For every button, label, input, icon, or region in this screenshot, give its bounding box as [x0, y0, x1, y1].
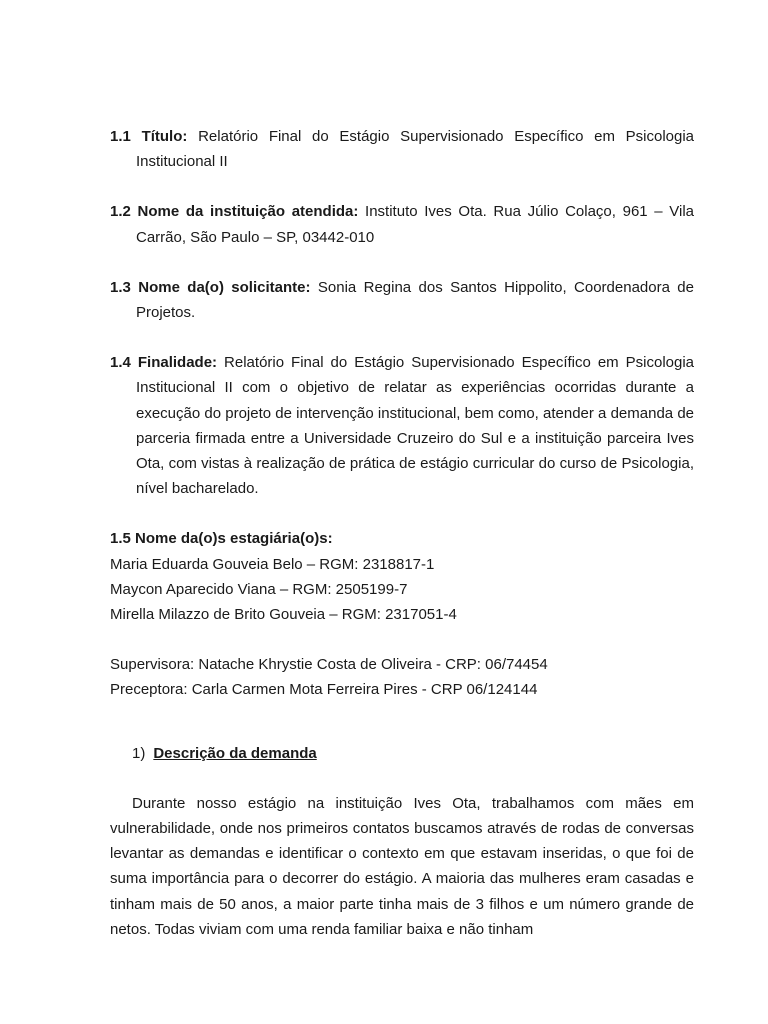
item-title	[110, 124, 694, 174]
spacer	[110, 627, 694, 652]
item-continuation: Institucional II	[136, 153, 228, 171]
item-number: 1.2	[110, 203, 131, 221]
item-number: 1.1	[110, 128, 131, 145]
item-first-line	[110, 350, 694, 375]
item-continuation: Projetos.	[136, 304, 196, 322]
document-page	[110, 124, 694, 942]
intern-name: Maria Eduarda Gouveia Belo – RGM: 2318817-1	[110, 555, 435, 573]
section-title: Descrição da demanda	[153, 744, 317, 762]
item-first-line	[110, 199, 694, 224]
item-purpose	[110, 350, 694, 501]
item-first-line	[110, 275, 694, 300]
intern-name: Mirella Milazzo de Brito Gouveia – RGM: 2317051-4	[110, 606, 457, 624]
item-continuation: Carrão, São Paulo – SP, 03442-010	[136, 228, 375, 246]
section-number: 1)	[132, 744, 146, 762]
section-paragraph: Durante nosso estágio na instituição Ives Ota, trabalhamos com mães em vulnerabilidade, onde nos primeiros contatos buscamos através de rodas de conversas levantar as demandas e identificar o contexto em que estavam inseridas, o que foi de suma importância para o decorrer do estágio. A maioria das mulheres eram casadas e tinham mais de 50 anos, a maior parte tinha mais de 3 filhos e um número grande de netos. Todas viviam com uma renda familiar baixa e não tinham	[110, 794, 694, 938]
item-first-line	[110, 124, 694, 149]
item-text: Relatório Final do Estágio Supervisionado Específico em Psicologia	[224, 354, 695, 372]
spacer	[110, 703, 694, 741]
item-label: Nome da(o) solicitante:	[138, 278, 311, 296]
preceptor-line: Preceptora: Carla Carmen Mota Ferreira Pires - CRP 06/124144	[110, 681, 538, 699]
supervisor-line: Supervisora: Natache Khrystie Costa de Oliveira - CRP: 06/74454	[110, 656, 548, 674]
interns-heading: 1.5 Nome da(o)s estagiária(o)s:	[110, 530, 333, 548]
item-label: Nome da instituição atendida:	[137, 203, 359, 221]
item-label: Finalidade:	[137, 354, 218, 372]
item-institution	[110, 199, 694, 249]
item-text: Relatório Final do Estágio Supervisionado Específico em Psicologia	[198, 128, 695, 145]
item-number: 1.4	[110, 354, 131, 372]
intern-name: Maycon Aparecido Viana – RGM: 2505199-7	[110, 580, 408, 598]
section-heading	[132, 741, 694, 766]
item-continuation: Institucional II com o objetivo de relatar as experiências ocorridas durante a execução do projeto de intervenção institucional, bem como, atender a demanda de parceria firmada entre a Universidade Cruzeiro do Sul e a instituição parceira Ives Ota, com vistas à realização de prática de estágio curricular do curso de Psicologia, nível bacharelado.	[136, 379, 694, 498]
item-number: 1.3	[110, 278, 131, 296]
item-label: Título:	[141, 128, 188, 145]
item-text: Instituto Ives Ota. Rua Júlio Colaço, 961 – Vila	[365, 203, 695, 221]
item-text: Sonia Regina dos Santos Hippolito, Coordenadora de	[317, 278, 694, 296]
item-requester	[110, 275, 694, 325]
